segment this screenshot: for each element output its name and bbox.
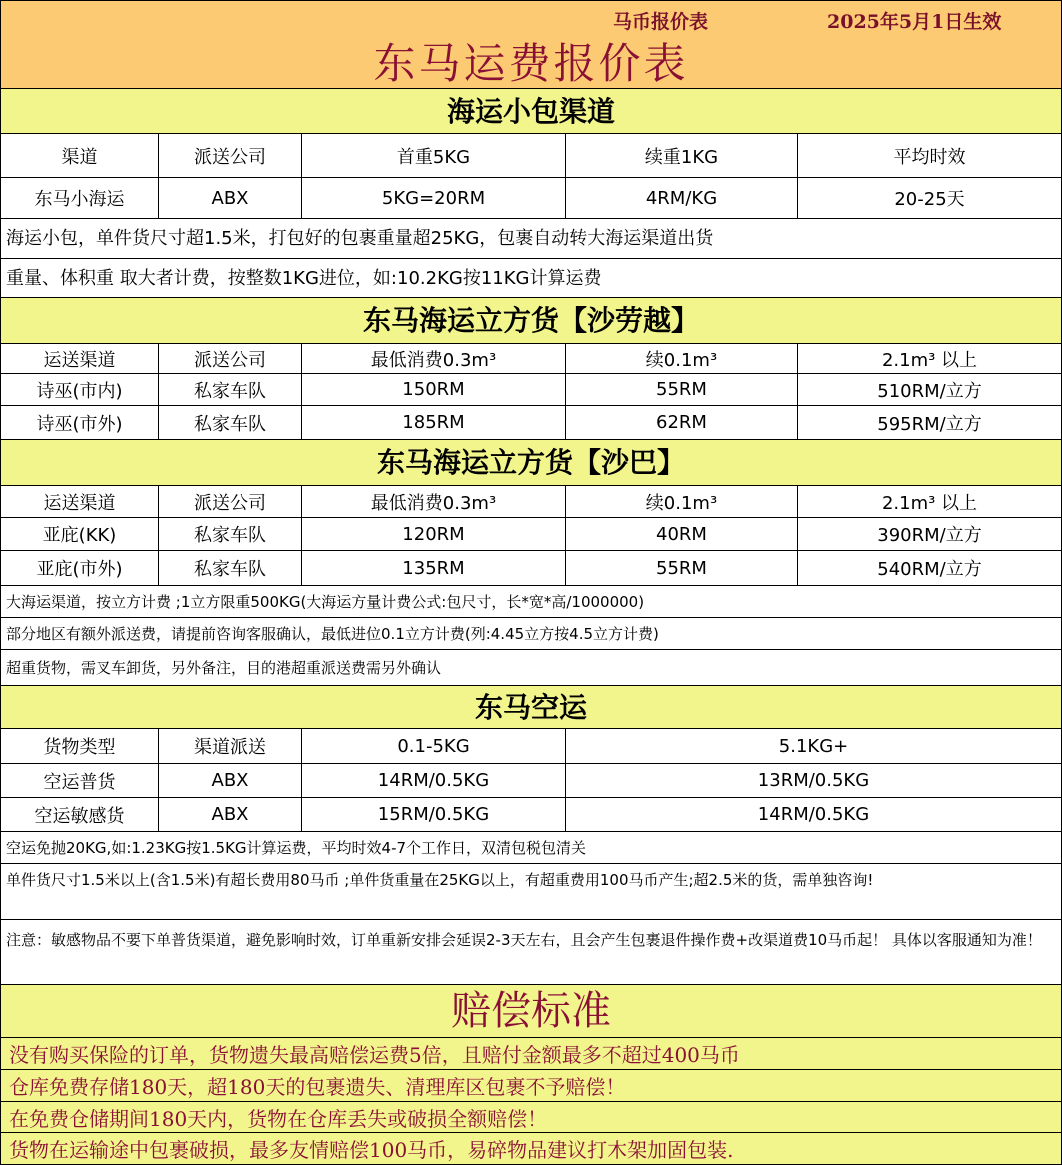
table-cell: 185RM (301, 406, 565, 439)
table-cell: 120RM (301, 518, 565, 550)
table-cell: 13RM/0.5KG (565, 764, 1061, 797)
column-header: 运送渠道 (43, 492, 116, 514)
air-heading: 东马空运 (1, 686, 1061, 729)
table-row (1, 406, 1061, 440)
table-row (1, 374, 1061, 406)
table-row (1, 518, 1061, 551)
table-cell: 40RM (565, 518, 797, 550)
note: 大海运渠道，按立方计费 ;1立方限重500KG(大海运方量计费公式:包尺寸，长*宽*高/1000000) (1, 586, 1061, 618)
note: 部分地区有额外派送费，请提前咨询客服确认，最低进位0.1立方计费(列:4.45立方按4.5立方计费) (1, 618, 1061, 650)
compensation-item: 没有购买保险的订单，货物遗失最高赔偿运费5倍，且赔付金额最多不超过400马币 (1, 1038, 1061, 1070)
compensation-item: 货物在运输途中包裹破损，最多友情赔偿100马币，易碎物品建议打木架加固包装. (1, 1133, 1061, 1164)
column-header: 渠道 (61, 146, 98, 168)
note: 单件货尺寸1.5米以上(含1.5米)有超长费用80马币 ;单件货重量在25KG以上，有超重费用100马币产生;超2.5米的货，需单独咨询! (1, 864, 1061, 920)
table-row (1, 798, 1061, 832)
column-header: 货物类型 (43, 737, 116, 758)
column-header: 最低消费0.3m³ (301, 486, 565, 517)
page-title: 东马运费报价表 (373, 39, 689, 88)
header-subtitle: 马币报价表 (613, 11, 709, 33)
column-header: 派送公司 (158, 344, 301, 373)
table-cell: 私家车队 (158, 551, 301, 585)
note: 重量、体积重 取大者计费，按整数1KG进位，如:10.2KG按11KG计算运费 (1, 259, 1061, 298)
note: 注意：敏感物品不要下单普货渠道，避免影响时效，订单重新安排会延误2-3天左右，且会产生包裹退件操作费+改渠道费10马币起！ 具体以客服通知为准！ (1, 920, 1061, 985)
compensation-item: 仓库免费存储180天，超180天的包裹遗失、清理库区包裹不予赔偿！ (1, 1070, 1061, 1102)
table-cell: 20-25天 (797, 178, 1061, 218)
table-cell: 55RM (565, 374, 797, 405)
table-row (1, 551, 1061, 586)
column-header: 运送渠道 (43, 349, 116, 371)
table-cell: 亚庇(KK) (42, 525, 117, 546)
compensation-heading: 赔偿标准 (1, 985, 1061, 1038)
table-cell: 空运普货 (43, 771, 116, 793)
column-header: 2.1m³ 以上 (797, 486, 1061, 517)
sea-small-heading: 海运小包渠道 (1, 89, 1061, 134)
table-cell: 15RM/0.5KG (301, 798, 565, 831)
table-cell: 150RM (301, 374, 565, 405)
table-row (1, 178, 1061, 219)
table-cell: 5KG=20RM (301, 178, 565, 218)
column-header: 派送公司 (158, 134, 301, 177)
column-header: 平均时效 (797, 134, 1061, 177)
table-cell: ABX (158, 798, 301, 831)
table-cell: ABX (158, 178, 301, 218)
table-cell: 14RM/0.5KG (565, 798, 1061, 831)
table-row (1, 764, 1061, 798)
table-cell: 55RM (565, 551, 797, 585)
table-cell: 540RM/立方 (797, 551, 1061, 585)
sea-small-header-row (1, 134, 1061, 178)
table-cell: 135RM (301, 551, 565, 585)
column-header: 渠道派送 (158, 729, 301, 763)
effective-date: 2025年5月1日生效 (827, 11, 1002, 33)
air-header-row (1, 729, 1061, 764)
note: 空运免抛20KG,如:1.23KG按1.5KG计算运费，平均时效4-7个工作日，双清包税包清关 (1, 832, 1061, 864)
table-cell: 14RM/0.5KG (301, 764, 565, 797)
note: 超重货物，需叉车卸货，另外备注，目的港超重派送费需另外确认 (1, 650, 1061, 686)
column-header: 续重1KG (565, 134, 797, 177)
table-cell: ABX (158, 764, 301, 797)
table-cell: 390RM/立方 (797, 518, 1061, 550)
column-header: 5.1KG+ (565, 729, 1061, 763)
sarawak-header-row (1, 344, 1061, 374)
column-header: 首重5KG (301, 134, 565, 177)
column-header: 2.1m³ 以上 (797, 344, 1061, 373)
table-cell: 诗巫(市内) (36, 380, 123, 402)
table-cell: 亚庇(市外) (36, 559, 123, 580)
table-cell: 私家车队 (158, 518, 301, 550)
compensation-item: 在免费仓储期间180天内，货物在仓库丢失或破损全额赔偿！ (1, 1102, 1061, 1133)
table-cell: 空运敏感货 (34, 805, 125, 827)
table-cell: 510RM/立方 (797, 374, 1061, 405)
sarawak-heading: 东马海运立方货【沙劳越】 (1, 298, 1061, 344)
table-cell: 595RM/立方 (797, 406, 1061, 439)
column-header: 0.1-5KG (301, 729, 565, 763)
column-header: 续0.1m³ (565, 344, 797, 373)
table-cell: 东马小海运 (34, 189, 125, 210)
sabah-heading: 东马海运立方货【沙巴】 (1, 440, 1061, 486)
column-header: 派送公司 (158, 486, 301, 517)
column-header: 续0.1m³ (565, 486, 797, 517)
column-header: 最低消费0.3m³ (301, 344, 565, 373)
sabah-header-row (1, 486, 1061, 518)
table-cell: 62RM (565, 406, 797, 439)
table-cell: 私家车队 (158, 374, 301, 405)
table-cell: 私家车队 (158, 406, 301, 439)
table-cell: 诗巫(市外) (36, 413, 123, 435)
table-cell: 4RM/KG (565, 178, 797, 218)
header (1, 1, 1061, 89)
note: 海运小包，单件货尺寸超1.5米，打包好的包裹重量超25KG，包裹自动转大海运渠道出货 (1, 219, 1061, 259)
